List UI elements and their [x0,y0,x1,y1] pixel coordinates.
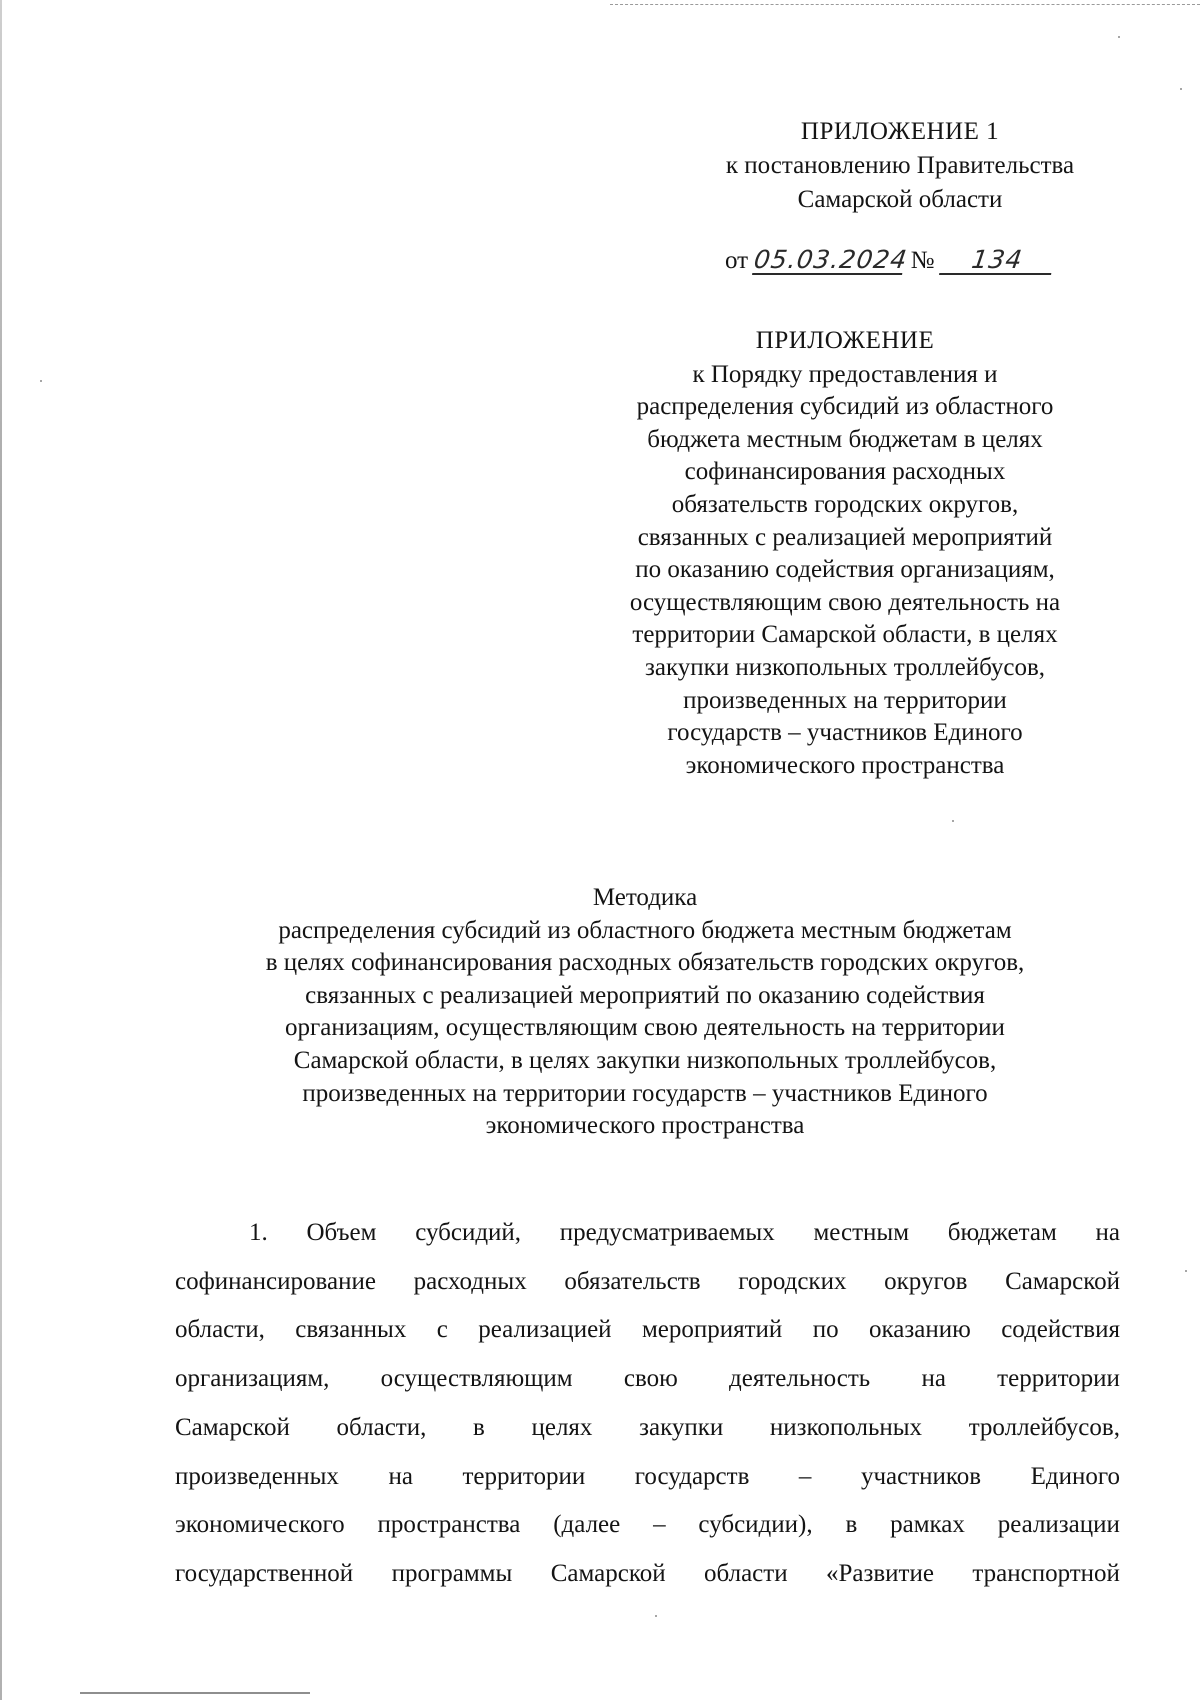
paragraph-word: Самарской [1005,1267,1120,1295]
annex2-line: обязательств городских округов, [671,490,1019,518]
paragraph-word: предусматриваемых [559,1219,775,1246]
paragraph-word: бюджетам [947,1219,1057,1246]
paragraph-word: субсидий, [415,1219,522,1246]
paragraph-word: Объем [306,1219,377,1246]
paragraph-word: субсидии), [698,1511,813,1539]
paragraph-line [175,1355,1120,1404]
paragraph-word: 1. [249,1219,268,1246]
annex2-line: закупки низкопольных троллейбусов, [644,653,1046,681]
scan-speck [1118,36,1120,38]
paragraph-word: на [921,1365,946,1393]
paragraph-word: Единого [1030,1462,1120,1490]
paragraph-line [175,1258,1120,1307]
paragraph-word: обязательств [564,1267,701,1295]
paragraph-word: пространства [377,1511,521,1539]
paragraph-line [175,1404,1120,1453]
paragraph-word: с [436,1316,448,1344]
paragraph-word: произведенных [175,1462,339,1490]
scan-speck [40,380,42,382]
paragraph-word: территории [462,1462,586,1490]
paragraph-line [175,1209,1120,1258]
paragraph-1 [175,1209,1120,1599]
annex2-line: бюджета местным бюджетам в целях [647,425,1043,453]
annex2-line: территории Самарской области, в целях [632,621,1058,649]
paragraph-word: – [653,1511,666,1539]
paragraph-line [175,1306,1120,1355]
scan-speck [1185,1270,1187,1272]
paragraph-line [175,1501,1120,1550]
paragraph-word: государств [634,1462,750,1490]
paragraph-word: оказанию [869,1316,971,1344]
paragraph-word: закупки [639,1413,724,1441]
annex2-line: произведенных на территории [683,686,1007,714]
decree-number-label: № [910,247,935,274]
method-line: организациям, осуществляющим свою деятельность на территории [285,1014,1005,1042]
paragraph-word: целях [531,1413,593,1441]
decree-date-line [725,244,1105,278]
annex1-line: Самарской области [797,186,1003,213]
paragraph-word: экономического [175,1511,345,1539]
annex1-line: к постановлению Правительства [725,152,1075,179]
paragraph-word: деятельность [729,1365,871,1393]
annex2-line: софинансирования расходных [684,458,1006,486]
paragraph-word: организациям, [175,1365,330,1393]
paragraph-word: Самарской [550,1559,666,1587]
paragraph-word: мероприятий [641,1316,783,1344]
scan-left-edge [0,0,2,1700]
method-line: Самарской области, в целях закупки низкопольных троллейбусов, [293,1046,997,1074]
paragraph-word: низкопольных [769,1413,923,1441]
method-line: экономического пространства [485,1112,805,1140]
method-title: Методика [592,884,698,911]
annex1-title: ПРИЛОЖЕНИЕ 1 [800,118,1000,145]
method-line: в целях софинансирования расходных обязательств городских округов, [265,949,1025,977]
annex2-line: распределения субсидий из областного [636,393,1054,421]
method-line: связанных с реализацией мероприятий по оказанию содействия [305,981,985,1009]
paragraph-word: троллейбусов, [968,1413,1120,1441]
paragraph-word: содействия [1001,1316,1120,1344]
paragraph-word: округов [884,1267,968,1295]
paragraph-word: (далее [553,1511,621,1539]
paragraph-word: программы [391,1559,513,1587]
scan-top-line [610,4,1200,5]
paragraph-word: рамках [890,1511,965,1539]
paragraph-word: реализации [997,1511,1120,1539]
paragraph-word: связанных [295,1316,407,1344]
annex2-line: экономического пространства [685,751,1005,779]
paragraph-line [175,1453,1120,1502]
paragraph-word: на [388,1462,413,1490]
scan-bottom-line [80,1692,310,1694]
annex2-title: ПРИЛОЖЕНИЕ [755,327,935,354]
paragraph-word: в [845,1511,858,1539]
paragraph-word: по [812,1316,839,1344]
method-line: произведенных на территории государств – участников Единого [302,1079,988,1107]
method-line: распределения субсидий из областного бюджета местным бюджетам [278,916,1012,944]
annex2-header [600,325,1090,782]
decree-number-handwritten: 134 [939,247,1055,275]
paragraph-word: «Развитие [826,1559,934,1587]
paragraph-word: Самарской [175,1413,290,1441]
annex2-line: государств – участников Единого [667,719,1023,747]
paragraph-word: городских [738,1267,847,1295]
annex2-line: по оказанию содействия организациям, [635,556,1055,584]
annex2-line: к Порядку предоставления и [692,360,998,388]
paragraph-word: государственной [175,1559,354,1587]
paragraph-word: транспортной [972,1559,1120,1587]
method-heading [170,882,1120,1143]
annex1-header [690,115,1110,217]
paragraph-word: софинансирование [175,1267,376,1295]
paragraph-word: расходных [413,1267,527,1295]
paragraph-word: – [798,1462,812,1490]
paragraph-word: области, [175,1316,265,1344]
decree-prefix: от [725,247,749,274]
scan-speck [1180,88,1182,90]
paragraph-word: реализацией [478,1316,612,1344]
paragraph-word: местным [813,1219,910,1246]
annex2-line: осуществляющим свою деятельность на [629,588,1061,616]
paragraph-word: области, [336,1413,427,1441]
scan-speck [655,1615,657,1617]
paragraph-word: осуществляющим [380,1365,573,1393]
paragraph-word: участников [860,1462,982,1490]
paragraph-word: на [1095,1219,1120,1246]
paragraph-word: свою [623,1365,678,1393]
paragraph-word: области [704,1559,788,1587]
scan-speck [952,820,954,822]
annex2-line: связанных с реализацией мероприятий [637,523,1053,551]
paragraph-line [175,1550,1120,1599]
decree-date-handwritten: 05.03.2024 [752,245,910,274]
paragraph-word: территории [997,1365,1120,1393]
paragraph-word: в [473,1413,485,1441]
